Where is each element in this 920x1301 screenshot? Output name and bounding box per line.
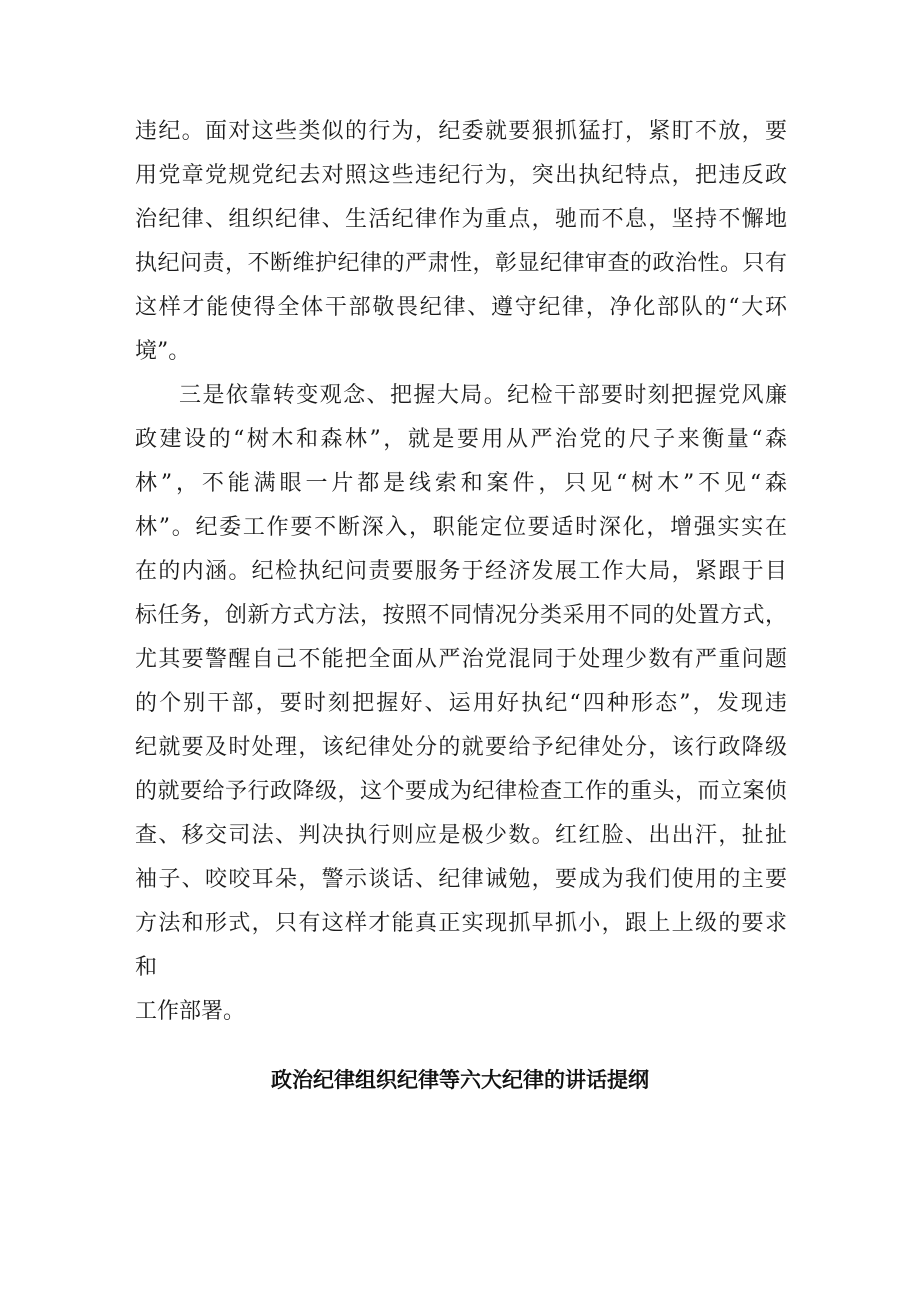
text-line: 执纪问责，不断维护纪律的严肃性，彰显纪律审查的政治性。只有: [135, 251, 787, 276]
text-line: 治纪律、组织纪律、生活纪律作为重点，驰而不息，坚持不懈地: [135, 207, 787, 232]
text-line: 纪就要及时处理，该纪律处分的就要给予纪律处分，该行政降级: [135, 735, 787, 760]
text-line: 林”。纪委工作要不断深入，职能定位要适时深化，增强实实在: [135, 515, 787, 540]
text-line: 和: [135, 955, 158, 980]
text-line: 在的内涵。纪检执纪问责要服务于经济发展工作大局，紧跟于目: [135, 559, 787, 584]
text-line: 用党章党规党纪去对照这些违纪行为，突出执纪特点，把违反政: [135, 163, 787, 188]
text-line: 查、移交司法、判决执行则应是极少数。红红脸、出出汗，扯扯: [135, 823, 787, 848]
text-line: 尤其要警醒自己不能把全面从严治党混同于处理少数有严重问题: [135, 647, 787, 672]
text-line: 这样才能使得全体干部敬畏纪律、遵守纪律，净化部队的“大环: [135, 295, 787, 320]
text-line: 违纪。面对这些类似的行为，纪委就要狠抓猛打，紧盯不放，要: [135, 119, 787, 144]
text-line: 境”。: [135, 339, 191, 364]
text-line: 袖子、咬咬耳朵，警示谈话、纪律诫勉，要成为我们使用的主要: [135, 867, 787, 892]
text-line: 林”，不能满眼一片都是线索和案件，只见“树木”不见“森: [135, 471, 787, 496]
text-line: 三是依靠转变观念、把握大局。纪检干部要时刻把握党风廉: [179, 383, 787, 408]
paragraph-1: [135, 110, 787, 374]
text-line: 的个别干部，要时刻把握好、运用好执纪“四种形态”，发现违: [135, 691, 787, 716]
text-line: 标任务，创新方式方法，按照不同情况分类采用不同的处置方式，: [135, 603, 787, 628]
text-line: 的就要给予行政降级，这个要成为纪律检查工作的重头，而立案侦: [135, 779, 787, 804]
document-title: 政治纪律组织纪律等六大纪律的讲话提纲: [271, 1068, 649, 1092]
text-line: 方法和形式，只有这样才能真正实现抓早抓小，跟上上级的要求: [135, 911, 787, 936]
paragraph-2: [135, 374, 787, 1034]
text-line: 工作部署。: [135, 999, 246, 1024]
text-line: 政建设的“树木和森林”，就是要用从严治党的尺子来衡量“森: [135, 427, 787, 452]
